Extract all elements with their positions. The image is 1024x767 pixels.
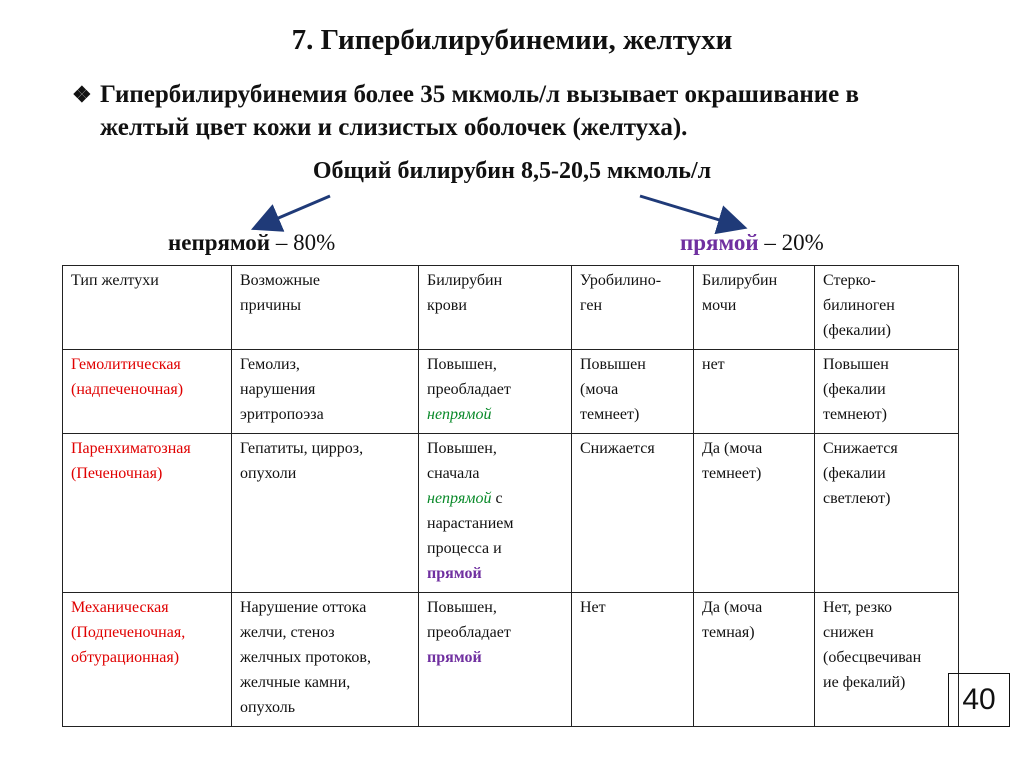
urobilinogen-cell: Нет <box>572 593 694 727</box>
table-row <box>63 593 959 727</box>
urobilinogen-cell: Снижается <box>572 434 694 593</box>
table-row <box>63 350 959 434</box>
direct-fraction <box>680 230 824 256</box>
causes-cell: Нарушение оттока желчи, стеноз желчных протоков, желчные камни, опухоль <box>232 593 419 727</box>
indirect-fraction <box>168 230 335 256</box>
header-cell: Тип желтухи <box>63 266 232 350</box>
stercobilinogen-cell: Снижается (фекалии светлеют) <box>815 434 959 593</box>
blood-bilirubin-cell: Повышен, преобладает непрямой <box>419 350 572 434</box>
header-cell: Уробилино- ген <box>572 266 694 350</box>
page-number: 40 <box>948 673 1010 727</box>
header-cell: Билирубин крови <box>419 266 572 350</box>
header-cell: Стерко- билиноген (фекалии) <box>815 266 959 350</box>
urobilinogen-cell: Повышен (моча темнеет) <box>572 350 694 434</box>
jaundice-type-cell: Паренхиматозная (Печеночная) <box>63 434 232 593</box>
stercobilinogen-cell: Нет, резко снижен (обесцвечиван ие фекалий) <box>815 593 959 727</box>
table-header-row <box>63 266 959 350</box>
table-row <box>63 434 959 593</box>
blood-bilirubin-cell: Повышен, сначала непрямой с нарастанием процесса и прямой <box>419 434 572 593</box>
jaundice-type-cell: Гемолитическая (надпеченочная) <box>63 350 232 434</box>
jaundice-type-cell: Механическая (Подпеченочная, обтурационная) <box>63 593 232 727</box>
header-cell: Возможные причины <box>232 266 419 350</box>
arrow-to-indirect <box>262 196 330 225</box>
indirect-label: непрямой <box>168 230 271 255</box>
urine-bilirubin-cell: нет <box>694 350 815 434</box>
direct-value: – 20% <box>758 230 824 255</box>
indirect-value: – 80% <box>270 230 336 255</box>
bullet-point <box>72 78 992 144</box>
total-bilirubin-label: Общий билирубин 8,5-20,5 мкмоль/л <box>312 158 712 184</box>
jaundice-table <box>62 265 959 727</box>
urine-bilirubin-cell: Да (моча темная) <box>694 593 815 727</box>
causes-cell: Гепатиты, цирроз, опухоли <box>232 434 419 593</box>
blood-bilirubin-cell: Повышен, преобладает прямой <box>419 593 572 727</box>
direct-label: прямой <box>680 230 759 255</box>
diamond-bullet-icon: ❖ <box>72 82 92 107</box>
urine-bilirubin-cell: Да (моча темнеет) <box>694 434 815 593</box>
slide-title: 7. Гипербилирубинемии, желтухи <box>291 24 733 56</box>
causes-cell: Гемолиз, нарушения эритропоэза <box>232 350 419 434</box>
bullet-line-1: Гипербилирубинемия более 35 мкмоль/л вызывает окрашивание в <box>100 81 859 108</box>
stercobilinogen-cell: Повышен (фекалии темнеют) <box>815 350 959 434</box>
arrow-to-direct <box>640 196 736 225</box>
bullet-line-2: желтый цвет кожи и слизистых оболочек (желтуха). <box>100 114 688 141</box>
header-cell: Билирубин мочи <box>694 266 815 350</box>
